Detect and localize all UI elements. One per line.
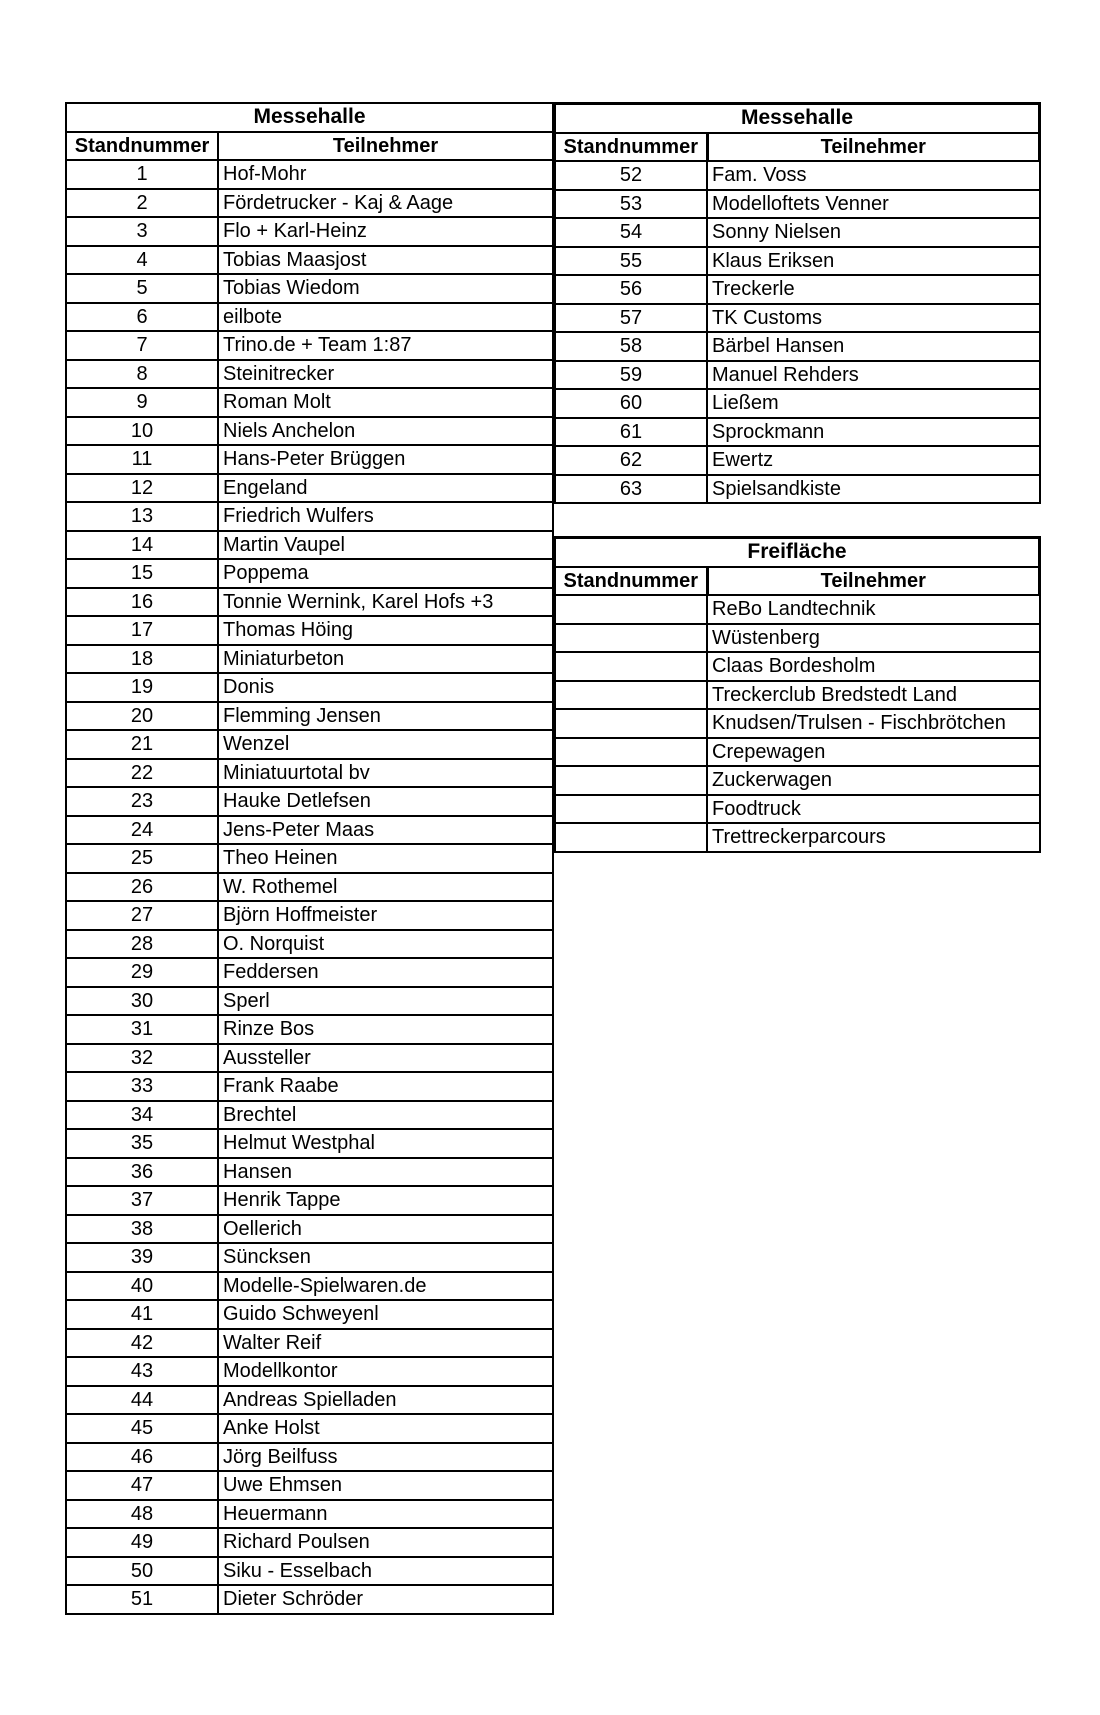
- table-row: [66, 445, 553, 474]
- participant-name: Richard Poulsen: [218, 1528, 553, 1557]
- participant-name: Modelle-Spielwaren.de: [218, 1272, 553, 1301]
- stand-number: 28: [66, 930, 218, 959]
- participant-name: Tobias Wiedom: [218, 274, 553, 303]
- stand-number: 5: [66, 274, 218, 303]
- participant-name: Steinitrecker: [218, 360, 553, 389]
- table-row: [66, 531, 553, 560]
- table-row: [66, 787, 553, 816]
- participant-name: Friedrich Wulfers: [218, 502, 553, 531]
- participant-name: Wüstenberg: [707, 624, 1040, 653]
- stand-number: 26: [66, 873, 218, 902]
- table-row: [66, 1329, 553, 1358]
- participant-name: ReBo Landtechnik: [707, 595, 1040, 624]
- column-header-teilnehmer: Teilnehmer: [218, 132, 553, 161]
- stand-number: 50: [66, 1557, 218, 1586]
- messehalle-table-right: [554, 102, 1041, 504]
- table-row: [555, 361, 1040, 390]
- table-row: [66, 1500, 553, 1529]
- participant-name: Hauke Detlefsen: [218, 787, 553, 816]
- participant-name: Wenzel: [218, 730, 553, 759]
- table-row: [555, 218, 1040, 247]
- participant-name: Siku - Esselbach: [218, 1557, 553, 1586]
- participant-name: Hansen: [218, 1158, 553, 1187]
- stand-number: 42: [66, 1329, 218, 1358]
- table-row: [555, 475, 1040, 504]
- stand-number: 29: [66, 958, 218, 987]
- table-row: [66, 1186, 553, 1215]
- stand-number: 58: [555, 332, 707, 361]
- participant-name: Oellerich: [218, 1215, 553, 1244]
- stand-number: 49: [66, 1528, 218, 1557]
- stand-number: 24: [66, 816, 218, 845]
- participant-name: Ließem: [707, 389, 1040, 418]
- table-row: [66, 702, 553, 731]
- stand-number: 15: [66, 559, 218, 588]
- table-row: [66, 1300, 553, 1329]
- table-row: [66, 1386, 553, 1415]
- stand-number: 45: [66, 1414, 218, 1443]
- table-title: Messehalle: [66, 103, 553, 132]
- table-row: [66, 958, 553, 987]
- participant-name: Andreas Spielladen: [218, 1386, 553, 1415]
- stand-number: 14: [66, 531, 218, 560]
- stand-number: 60: [555, 389, 707, 418]
- stand-number: 12: [66, 474, 218, 503]
- stand-number: 11: [66, 445, 218, 474]
- participant-name: Trettreckerparcours: [707, 823, 1040, 852]
- participant-name: Miniaturbeton: [218, 645, 553, 674]
- participant-name: Jens-Peter Maas: [218, 816, 553, 845]
- participant-name: Feddersen: [218, 958, 553, 987]
- table-row: [555, 652, 1040, 681]
- participant-name: Anke Holst: [218, 1414, 553, 1443]
- table-row: [66, 246, 553, 275]
- stand-number: 41: [66, 1300, 218, 1329]
- participant-name: Aussteller: [218, 1044, 553, 1073]
- table-row: [66, 189, 553, 218]
- participant-name: Klaus Eriksen: [707, 247, 1040, 276]
- stand-number: 52: [555, 161, 707, 190]
- table-row: [66, 559, 553, 588]
- participant-name: Sonny Nielsen: [707, 218, 1040, 247]
- stand-number: 36: [66, 1158, 218, 1187]
- participant-name: Hans-Peter Brüggen: [218, 445, 553, 474]
- stand-number: [555, 681, 707, 710]
- stand-number: 27: [66, 901, 218, 930]
- participant-name: Henrik Tappe: [218, 1186, 553, 1215]
- column-header-standnummer: Standnummer: [66, 132, 218, 161]
- table-row: [66, 1357, 553, 1386]
- table-row: [66, 1528, 553, 1557]
- participant-name: Brechtel: [218, 1101, 553, 1130]
- participant-name: Jörg Beilfuss: [218, 1443, 553, 1472]
- participant-name: Fördetrucker - Kaj & Aage: [218, 189, 553, 218]
- stand-number: [555, 823, 707, 852]
- participant-name: Guido Schweyenl: [218, 1300, 553, 1329]
- table-row: [66, 1471, 553, 1500]
- table-row: [66, 816, 553, 845]
- table-row: [66, 274, 553, 303]
- table-title: Freifläche: [555, 538, 1040, 567]
- participant-name: Walter Reif: [218, 1329, 553, 1358]
- participant-name: Spielsandkiste: [707, 475, 1040, 504]
- table-row: [66, 1129, 553, 1158]
- stand-number: 39: [66, 1243, 218, 1272]
- participant-name: Frank Raabe: [218, 1072, 553, 1101]
- participant-name: W. Rothemel: [218, 873, 553, 902]
- table-row: [66, 759, 553, 788]
- table-row: [66, 360, 553, 389]
- stand-number: 21: [66, 730, 218, 759]
- stand-number: 34: [66, 1101, 218, 1130]
- stand-number: [555, 795, 707, 824]
- participant-name: Theo Heinen: [218, 844, 553, 873]
- table-row: [66, 616, 553, 645]
- participant-name: Helmut Westphal: [218, 1129, 553, 1158]
- participant-name: Flemming Jensen: [218, 702, 553, 731]
- table-row: [66, 588, 553, 617]
- column-header-teilnehmer: Teilnehmer: [707, 567, 1040, 596]
- table-row: [555, 418, 1040, 447]
- table-row: [66, 1015, 553, 1044]
- participant-name: Roman Molt: [218, 388, 553, 417]
- stand-number: 51: [66, 1585, 218, 1614]
- participant-name: Tonnie Wernink, Karel Hofs +3: [218, 588, 553, 617]
- stand-number: 61: [555, 418, 707, 447]
- stand-number: [555, 709, 707, 738]
- freiflaeche-table: [554, 536, 1041, 853]
- stand-number: 17: [66, 616, 218, 645]
- participant-name: Modellkontor: [218, 1357, 553, 1386]
- table-row: [66, 331, 553, 360]
- stand-number: 43: [66, 1357, 218, 1386]
- stand-number: 25: [66, 844, 218, 873]
- participant-name: Knudsen/Trulsen - Fischbrötchen: [707, 709, 1040, 738]
- participant-name: Martin Vaupel: [218, 531, 553, 560]
- stand-number: [555, 595, 707, 624]
- table-row: [66, 673, 553, 702]
- participant-name: Heuermann: [218, 1500, 553, 1529]
- stand-number: 4: [66, 246, 218, 275]
- table-row: [66, 303, 553, 332]
- table-row: [555, 823, 1040, 852]
- participant-name: Tobias Maasjost: [218, 246, 553, 275]
- table-row: [555, 681, 1040, 710]
- table-row: [66, 645, 553, 674]
- participant-name: Sperl: [218, 987, 553, 1016]
- table-row: [66, 844, 553, 873]
- participant-name: Bärbel Hansen: [707, 332, 1040, 361]
- table-row: [66, 417, 553, 446]
- participant-name: Rinze Bos: [218, 1015, 553, 1044]
- stand-number: 23: [66, 787, 218, 816]
- table-row: [66, 1585, 553, 1614]
- stand-number: 31: [66, 1015, 218, 1044]
- stand-number: 16: [66, 588, 218, 617]
- column-header-standnummer: Standnummer: [555, 567, 707, 596]
- stand-number: 37: [66, 1186, 218, 1215]
- table-row: [66, 1215, 553, 1244]
- stand-number: [555, 652, 707, 681]
- table-row: [66, 930, 553, 959]
- table-row: [66, 1272, 553, 1301]
- participant-name: Hof-Mohr: [218, 160, 553, 189]
- participant-name: TK Customs: [707, 304, 1040, 333]
- stand-number: 20: [66, 702, 218, 731]
- table-row: [555, 738, 1040, 767]
- table-row: [66, 901, 553, 930]
- participant-name: Crepewagen: [707, 738, 1040, 767]
- table-row: [66, 873, 553, 902]
- stand-number: 2: [66, 189, 218, 218]
- table-row: [66, 474, 553, 503]
- participant-name: Engeland: [218, 474, 553, 503]
- participant-name: Sprockmann: [707, 418, 1040, 447]
- stand-number: 59: [555, 361, 707, 390]
- participant-name: Ewertz: [707, 446, 1040, 475]
- participant-name: Björn Hoffmeister: [218, 901, 553, 930]
- table-row: [555, 709, 1040, 738]
- stand-number: 13: [66, 502, 218, 531]
- stand-number: [555, 738, 707, 767]
- stand-number: 46: [66, 1443, 218, 1472]
- participant-name: Modelloftets Venner: [707, 190, 1040, 219]
- participant-name: Niels Anchelon: [218, 417, 553, 446]
- participant-name: Dieter Schröder: [218, 1585, 553, 1614]
- stand-number: 19: [66, 673, 218, 702]
- participant-name: Zuckerwagen: [707, 766, 1040, 795]
- participant-name: Trino.de + Team 1:87: [218, 331, 553, 360]
- stand-number: 48: [66, 1500, 218, 1529]
- stand-number: 62: [555, 446, 707, 475]
- column-header-teilnehmer: Teilnehmer: [707, 133, 1040, 162]
- stand-number: 30: [66, 987, 218, 1016]
- stand-number: 10: [66, 417, 218, 446]
- table-row: [66, 1443, 553, 1472]
- stand-number: 7: [66, 331, 218, 360]
- table-row: [555, 795, 1040, 824]
- participant-name: O. Norquist: [218, 930, 553, 959]
- table-title: Messehalle: [555, 104, 1040, 133]
- table-row: [66, 1044, 553, 1073]
- stand-number: 22: [66, 759, 218, 788]
- stand-number: 44: [66, 1386, 218, 1415]
- stand-number: 53: [555, 190, 707, 219]
- participant-name: Claas Bordesholm: [707, 652, 1040, 681]
- table-row: [555, 247, 1040, 276]
- stand-number: 56: [555, 275, 707, 304]
- participant-name: Miniatuurtotal bv: [218, 759, 553, 788]
- participant-name: Fam. Voss: [707, 161, 1040, 190]
- stand-number: 18: [66, 645, 218, 674]
- messehalle-table-left: [65, 102, 554, 1615]
- stand-number: 57: [555, 304, 707, 333]
- table-row: [555, 624, 1040, 653]
- table-row: [555, 389, 1040, 418]
- stand-number: 3: [66, 217, 218, 246]
- stand-number: 55: [555, 247, 707, 276]
- participant-name: Treckerle: [707, 275, 1040, 304]
- stand-number: 40: [66, 1272, 218, 1301]
- stand-number: 54: [555, 218, 707, 247]
- table-row: [66, 502, 553, 531]
- table-row: [66, 987, 553, 1016]
- stand-number: 33: [66, 1072, 218, 1101]
- participant-name: Donis: [218, 673, 553, 702]
- table-row: [555, 190, 1040, 219]
- table-row: [66, 1243, 553, 1272]
- column-header-standnummer: Standnummer: [555, 133, 707, 162]
- participant-name: Manuel Rehders: [707, 361, 1040, 390]
- participant-name: Uwe Ehmsen: [218, 1471, 553, 1500]
- table-row: [66, 1414, 553, 1443]
- participant-name: Poppema: [218, 559, 553, 588]
- stand-number: 6: [66, 303, 218, 332]
- table-row: [555, 595, 1040, 624]
- participant-name: Foodtruck: [707, 795, 1040, 824]
- participant-name: eilbote: [218, 303, 553, 332]
- table-row: [66, 388, 553, 417]
- stand-number: 1: [66, 160, 218, 189]
- stand-number: 32: [66, 1044, 218, 1073]
- participant-name: Treckerclub Bredstedt Land: [707, 681, 1040, 710]
- stand-number: 9: [66, 388, 218, 417]
- table-row: [555, 446, 1040, 475]
- table-row: [555, 766, 1040, 795]
- table-row: [555, 275, 1040, 304]
- stand-number: 8: [66, 360, 218, 389]
- stand-number: [555, 766, 707, 795]
- table-row: [66, 730, 553, 759]
- table-row: [66, 1072, 553, 1101]
- table-row: [66, 1158, 553, 1187]
- stand-number: 63: [555, 475, 707, 504]
- table-row: [66, 1557, 553, 1586]
- table-row: [66, 217, 553, 246]
- table-row: [555, 304, 1040, 333]
- table-row: [555, 332, 1040, 361]
- stand-number: 47: [66, 1471, 218, 1500]
- table-row: [555, 161, 1040, 190]
- table-row: [66, 160, 553, 189]
- stand-number: 38: [66, 1215, 218, 1244]
- stand-number: [555, 624, 707, 653]
- participant-name: Thomas Höing: [218, 616, 553, 645]
- table-row: [66, 1101, 553, 1130]
- stand-number: 35: [66, 1129, 218, 1158]
- participant-name: Flo + Karl-Heinz: [218, 217, 553, 246]
- participant-name: Süncksen: [218, 1243, 553, 1272]
